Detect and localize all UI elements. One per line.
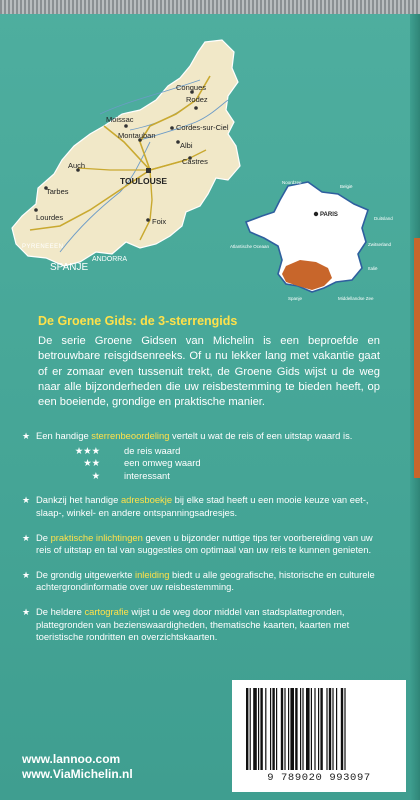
- city-label-toulouse: TOULOUSE: [120, 176, 168, 186]
- city-label-rodez: Rodez: [186, 95, 208, 104]
- feature-highlight: praktische inlichtingen: [50, 531, 143, 543]
- barcode-bar: [281, 688, 283, 770]
- feature-text: biedt u alle geografische, historische en culturele achtergrondinformatie over uw reisbestemming.: [36, 568, 375, 593]
- pyrenees-label: PYRENEEEN: [22, 244, 64, 250]
- rating-label: de reis waard: [124, 444, 181, 456]
- feature-text: Een handige: [36, 430, 92, 441]
- rating-label: interessant: [124, 469, 170, 481]
- feature-item-address-book: [22, 494, 382, 519]
- barcode-bar: [318, 688, 319, 770]
- barcode-bar: [341, 688, 343, 770]
- barcode-bar: [295, 688, 297, 770]
- publisher-links: [22, 752, 133, 782]
- feature-list: [22, 430, 382, 656]
- barcode-bar: [265, 688, 266, 770]
- rating-stars: ★: [91, 469, 100, 481]
- feature-text: De: [36, 531, 51, 543]
- feature-text: wijst u de weg door middel van stadsplattegronden, plattegronden van bezienswaardigheden, thematische kaarten, kaarten met toeristische rondritten en overzichtskaarten.: [36, 605, 350, 643]
- barcode-bar: [290, 688, 294, 770]
- rating-stars: ★★: [83, 457, 100, 469]
- city-label-moissac: Moissac: [106, 115, 134, 124]
- city-dot-cordes: [170, 126, 174, 130]
- city-label-lourdes: Lourdes: [36, 213, 64, 222]
- intro-paragraph: De serie Groene Gidsen van Michelin is een beproefde en betrouwbare reisgidsenreeks. Of u nu lekker lang met vakantie gaat of er zomaar even tussenuit trekt, de Groene Gids wijst u de weg naar alle bijzonderheden die uw reisbestemming te bieden heeft, op een boeiende, grondige en praktische manier.: [38, 335, 380, 409]
- feature-highlight: cartografie: [84, 605, 129, 617]
- barcode-bar: [314, 688, 315, 770]
- france-locator-map: [228, 176, 408, 306]
- feature-item-practical-info: [22, 532, 382, 557]
- star-bullet-icon: ★: [22, 606, 31, 617]
- label-spanje: Spanje: [288, 296, 303, 301]
- barcode-bars: [242, 688, 396, 770]
- star-bullet-icon: ★: [22, 532, 31, 543]
- paris-label: PARIS: [320, 212, 338, 218]
- city-label-montauban: Montauban: [118, 131, 156, 140]
- barcode-bar: [329, 688, 331, 770]
- barcode-bar: [250, 688, 251, 770]
- feature-highlight: inleiding: [135, 568, 170, 580]
- feature-text: vertelt u wat de reis of een uitstap waard is.: [169, 430, 353, 441]
- rating-row: [48, 457, 382, 470]
- city-label-tarbes: Tarbes: [46, 187, 69, 196]
- barcode-bar: [326, 688, 327, 770]
- rating-row: [48, 470, 382, 483]
- label-belgie: België: [340, 184, 353, 189]
- feature-text: Dankzij het handige: [36, 494, 121, 506]
- barcode-bar: [260, 688, 262, 770]
- feature-item-cartography: [22, 606, 382, 644]
- label-noordzee: Noordzee: [282, 180, 302, 185]
- barcode-bar: [332, 688, 333, 770]
- barcode-bar: [306, 688, 310, 770]
- guide-title: De Groene Gids: de 3-sterrengids: [38, 314, 238, 328]
- rating-label: een omweg waard: [124, 457, 201, 469]
- spain-label: SPANJE: [50, 262, 89, 273]
- label-zwitserland: Zwitserland: [368, 242, 392, 247]
- barcode-bar: [311, 688, 312, 770]
- feature-highlight: adresboekje: [120, 494, 173, 506]
- feature-highlight: sterrenbeoordeling: [91, 430, 170, 441]
- city-label-foix: Foix: [152, 217, 167, 226]
- city-label-castres: Castres: [182, 157, 208, 166]
- city-dot-lourdes: [34, 208, 38, 212]
- barcode-bar: [270, 688, 271, 770]
- label-atlantische-oceaan: Atlantische Oceaan: [230, 244, 270, 249]
- andorra-label: ANDORRA: [92, 256, 128, 263]
- city-label-conques: Conques: [176, 83, 207, 92]
- city-dot-rodez: [194, 106, 198, 110]
- city-label-cordes: Cordes-sur-Ciel: [176, 123, 229, 132]
- feature-text: De grondig uitgewerkte: [36, 568, 136, 580]
- barcode-bar: [258, 688, 259, 770]
- rating-stars: ★★★: [74, 444, 100, 456]
- barcode-bar: [272, 688, 274, 770]
- star-bullet-icon: ★: [22, 569, 31, 580]
- barcode-bar: [284, 688, 285, 770]
- link-viamichelin[interactable]: www.ViaMichelin.nl: [22, 767, 133, 781]
- star-bullet-icon: ★: [22, 495, 31, 506]
- feature-item-introduction: [22, 569, 382, 594]
- link-lannoo[interactable]: www.lannoo.com: [22, 752, 121, 766]
- barcode-bar: [336, 688, 337, 770]
- feature-text: De heldere: [36, 605, 85, 617]
- barcode-bar: [300, 688, 301, 770]
- feature-item-rating: [22, 430, 382, 482]
- barcode-bar: [320, 688, 322, 770]
- city-label-auch: Auch: [68, 161, 86, 170]
- city-dot-foix: [146, 218, 150, 222]
- region-shape: [12, 40, 240, 266]
- label-duitsland: Duitsland: [374, 216, 393, 221]
- star-bullet-icon: ★: [22, 431, 31, 441]
- feature-text: bij elke stad heeft u een mooie keuze van eet-, slaap-, winkel- en andere ontspanningsadresjes.: [36, 494, 369, 518]
- city-dot-toulouse: [146, 168, 151, 173]
- city-dot-moissac: [124, 124, 128, 128]
- barcode-bar: [288, 688, 289, 770]
- orange-spine-tab: [414, 238, 420, 478]
- barcode-bar: [276, 688, 277, 770]
- label-middellandse-zee: Middellandse Zee: [338, 296, 374, 301]
- rating-legend: [48, 445, 382, 483]
- rating-row: [48, 445, 382, 458]
- city-label-albi: Albi: [180, 141, 193, 150]
- page-edges: [0, 0, 420, 14]
- paris-dot: [314, 212, 318, 216]
- region-map: [0, 30, 250, 270]
- barcode-number: 9 789020 993097: [267, 772, 371, 784]
- barcode-bar: [253, 688, 257, 770]
- feature-text: geven u bijzonder nuttige tips ter voorbereiding van uw reis of uitstap en tal van suggesties om optimaal van uw reis te kunnen genieten.: [36, 531, 373, 556]
- barcode-bar: [246, 688, 248, 770]
- barcode-box: [232, 680, 406, 792]
- label-italie: Italië: [368, 266, 378, 271]
- barcode-bar: [344, 688, 345, 770]
- barcode-bar: [302, 688, 303, 770]
